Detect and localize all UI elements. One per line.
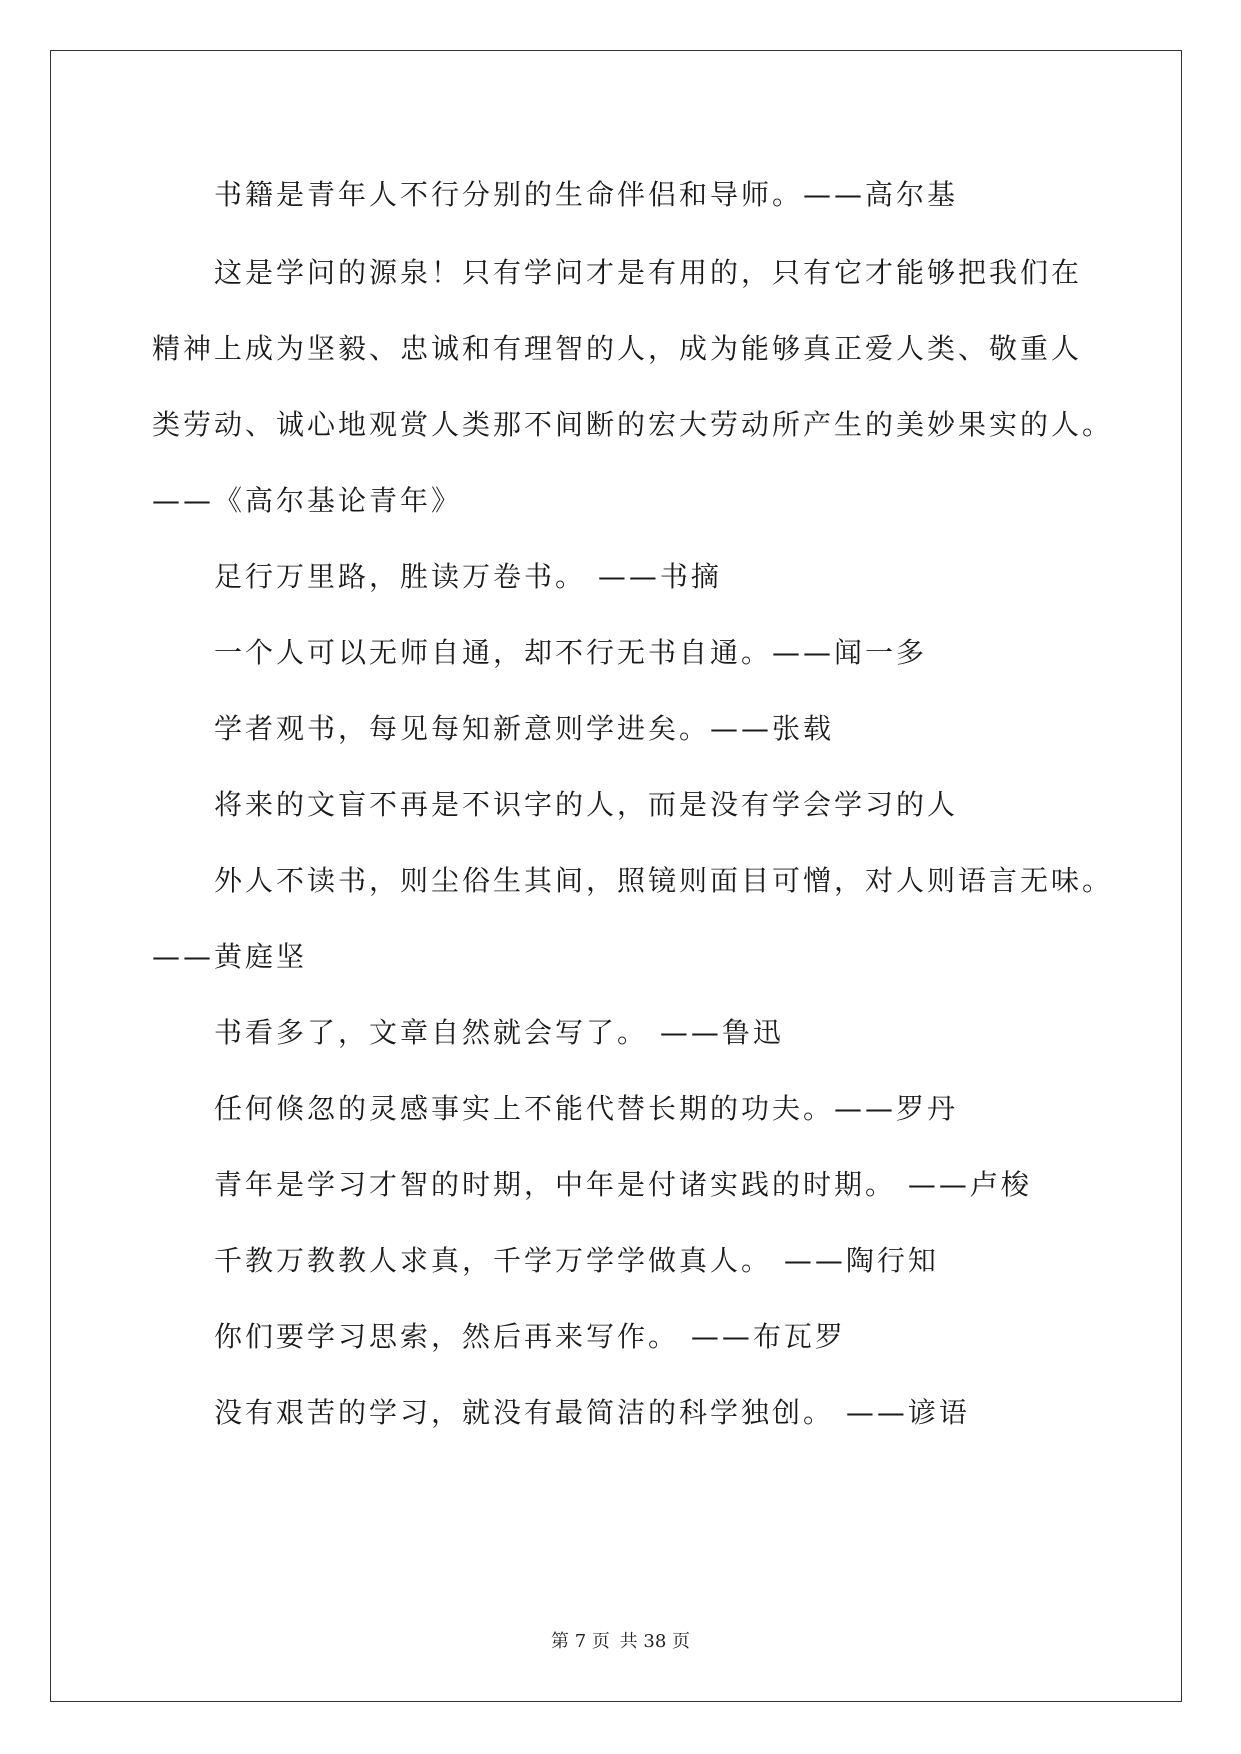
text-line: 学者观书，每见每知新意则学进矣。——张载 bbox=[214, 712, 835, 745]
text-line: 足行万里路，胜读万卷书。 ——书摘 bbox=[214, 560, 722, 593]
text-line: 没有艰苦的学习，就没有最简洁的科学独创。 ——谚语 bbox=[214, 1396, 970, 1429]
text-line: 千教万教教人求真，千学万学学做真人。 ——陶行知 bbox=[214, 1244, 939, 1277]
text-line: ——黄庭坚 bbox=[152, 940, 308, 973]
text-line: 书籍是青年人不行分别的生命伴侣和导师。——高尔基 bbox=[214, 178, 959, 211]
text-line: 你们要学习思索，然后再来写作。 ——布瓦罗 bbox=[214, 1320, 846, 1353]
text-line: 这是学问的源泉！只有学问才是有用的，只有它才能够把我们在 bbox=[214, 256, 1083, 289]
text-line: ——《高尔基论青年》 bbox=[152, 484, 463, 517]
text-line: 一个人可以无师自通，却不行无书自通。——闻一多 bbox=[214, 636, 928, 669]
text-line: 外人不读书，则尘俗生其间，照镜则面目可憎，对人则语言无味。 bbox=[214, 864, 1114, 897]
text-line: 类劳动、诚心地观赏人类那不间断的宏大劳动所产生的美妙果实的人。 bbox=[152, 408, 1114, 441]
text-line: 青年是学习才智的时期，中年是付诸实践的时期。 ——卢梭 bbox=[214, 1168, 1032, 1201]
page-number: 第 7 页 bbox=[551, 1631, 610, 1652]
text-line: 书看多了，文章自然就会写了。 ——鲁迅 bbox=[214, 1016, 784, 1049]
page-total: 共 38 页 bbox=[619, 1631, 690, 1652]
text-line: 任何倏忽的灵感事实上不能代替长期的功夫。——罗丹 bbox=[214, 1092, 959, 1125]
page-footer bbox=[0, 1627, 1241, 1653]
text-line: 将来的文盲不再是不识字的人，而是没有学会学习的人 bbox=[214, 788, 959, 821]
text-line: 精神上成为坚毅、忠诚和有理智的人，成为能够真正爱人类、敬重人 bbox=[152, 332, 1083, 365]
